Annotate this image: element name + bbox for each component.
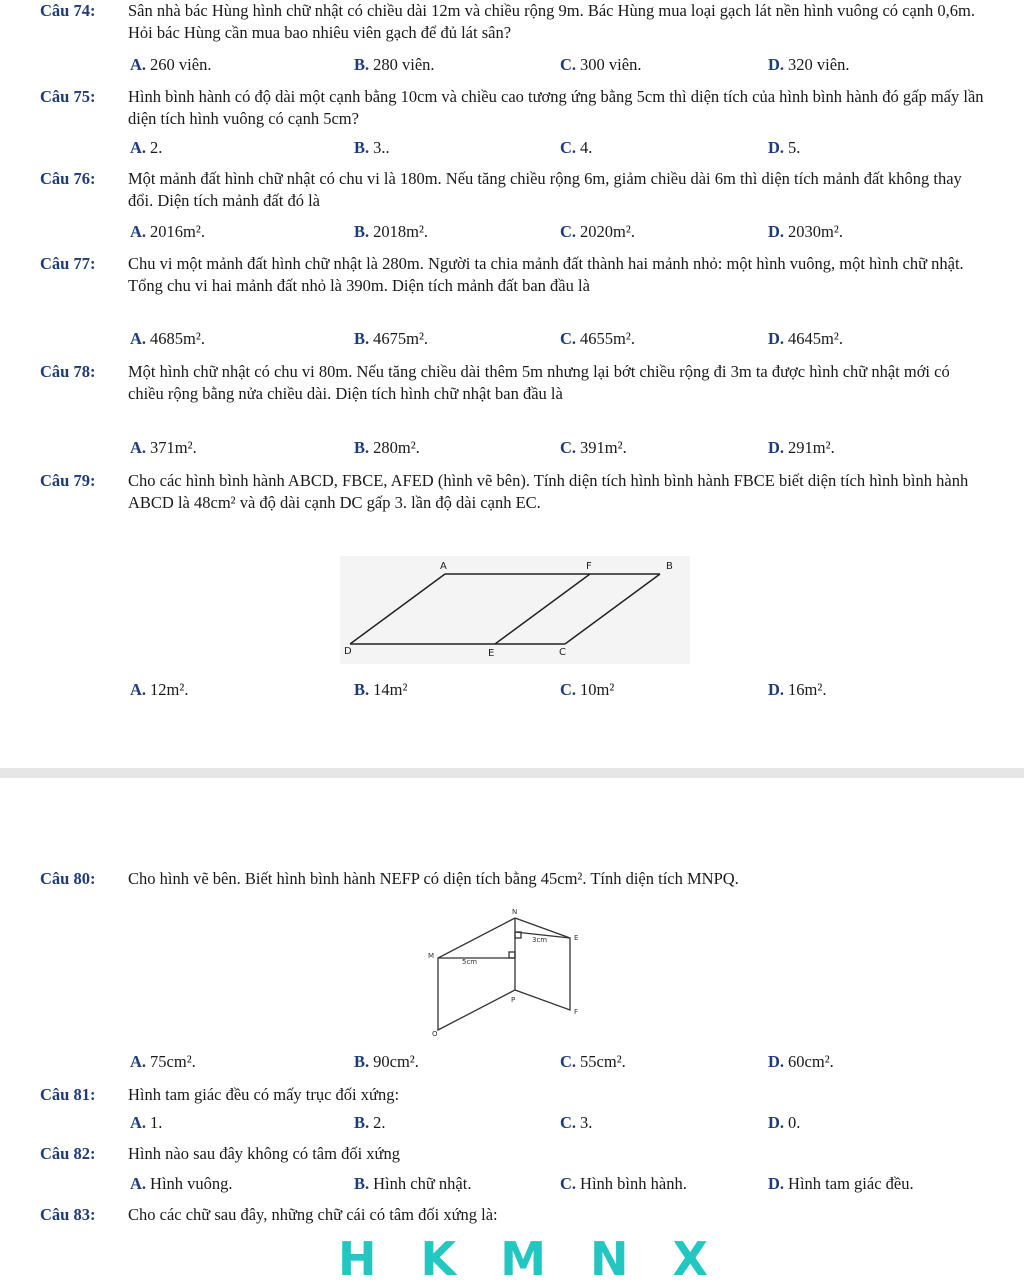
question-label: Câu 81: <box>40 1085 96 1104</box>
option-d[interactable]: D. 4645m². <box>768 329 843 348</box>
question-82 <box>40 1143 984 1165</box>
option-c[interactable]: C. Hình bình hành. <box>560 1174 687 1193</box>
option-b[interactable]: B. 2. <box>354 1113 386 1132</box>
parallelogram-nefp <box>515 918 570 1010</box>
question-text: Cho các hình bình hành ABCD, FBCE, AFED (hình vẽ bên). Tính diện tích hình bình hành FBCE biết diện tích hình bình hành ABCD là 48cm² và độ dài cạnh DC gấp 3. lần độ dài cạnh EC. <box>128 471 969 512</box>
option-d[interactable]: D. 0. <box>768 1113 801 1132</box>
question-78 <box>40 361 984 405</box>
option-a[interactable]: A. 1. <box>130 1113 163 1132</box>
options-82 <box>130 1174 984 1198</box>
parallelogram-mnpq <box>438 918 515 1030</box>
question-label: Câu 78: <box>40 362 96 381</box>
letter-k: K <box>420 1232 471 1286</box>
question-label: Câu 83: <box>40 1205 96 1224</box>
question-79 <box>40 470 984 514</box>
measure-5cm: 5cm <box>462 958 478 966</box>
question-text: Một mảnh đất hình chữ nhật có chu vi là 180m. Nếu tăng chiều rộng 6m, giảm chiều dài 6m thì diện tích mảnh đất không thay đổi. Diện tích mảnh đất đó là <box>128 169 962 210</box>
option-a[interactable]: A. 12m². <box>130 680 189 699</box>
label-c: C <box>559 647 566 658</box>
question-80 <box>40 868 984 890</box>
option-d[interactable]: D. 320 viên. <box>768 55 850 74</box>
label-d: D <box>344 646 352 657</box>
question-text: Hình nào sau đây không có tâm đối xứng <box>128 1144 400 1163</box>
option-c[interactable]: C. 391m². <box>560 438 627 457</box>
question-76 <box>40 168 984 212</box>
question-75 <box>40 86 984 130</box>
option-d[interactable]: D. 16m². <box>768 680 827 699</box>
question-77 <box>40 253 984 297</box>
option-a[interactable]: A. 2. <box>130 138 163 157</box>
question-text: Hình tam giác đều có mấy trục đối xứng: <box>128 1085 400 1104</box>
label-p: P <box>511 996 516 1004</box>
option-c[interactable]: C. 10m² <box>560 680 615 699</box>
option-d[interactable]: D. 5. <box>768 138 801 157</box>
option-c[interactable]: C. 3. <box>560 1113 593 1132</box>
option-c[interactable]: C. 4. <box>560 138 593 157</box>
question-text: Cho các chữ sau đây, những chữ cái có tâm đối xứng là: <box>128 1205 498 1224</box>
question-label: Câu 79: <box>40 471 96 490</box>
question-label: Câu 82: <box>40 1144 96 1163</box>
option-b[interactable]: B. 280m². <box>354 438 420 457</box>
letter-n: N <box>589 1232 643 1286</box>
question-label: Câu 77: <box>40 254 96 273</box>
option-d[interactable]: D. 2030m². <box>768 222 843 241</box>
question-text: Chu vi một mảnh đất hình chữ nhật là 280m. Người ta chia mảnh đất thành hai mảnh nhỏ: một hình vuông, một hình chữ nhật. Tổng chu vi hai mảnh đất nhỏ là 390m. Diện tích mảnh đất ban đầu là <box>128 254 964 295</box>
question-text: Hình bình hành có độ dài một cạnh bằng 10cm và chiều cao tương ứng bằng 5cm thì diện tích của hình bình hành đó gấp mấy lần diện tích hình vuông có cạnh 5cm? <box>128 87 984 128</box>
letter-x: X <box>672 1232 722 1286</box>
question-label: Câu 80: <box>40 869 96 888</box>
option-b[interactable]: B. Hình chữ nhật. <box>354 1174 472 1193</box>
option-a[interactable]: A. 75cm². <box>130 1052 196 1071</box>
option-a[interactable]: A. 2016m². <box>130 222 205 241</box>
page-divider <box>0 768 1024 778</box>
option-d[interactable]: D. Hình tam giác đều. <box>768 1174 914 1193</box>
option-d[interactable]: D. 60cm². <box>768 1052 834 1071</box>
measure-3cm: 3cm <box>532 936 548 944</box>
option-a[interactable]: A. 371m². <box>130 438 197 457</box>
label-f: F <box>574 1008 579 1016</box>
option-d[interactable]: D. 291m². <box>768 438 835 457</box>
question-text: Cho hình vẽ bên. Biết hình bình hành NEFP có diện tích bằng 45cm². Tính diện tích MNPQ. <box>128 869 739 888</box>
option-c[interactable]: C. 55cm². <box>560 1052 626 1071</box>
figure-80 <box>420 906 590 1036</box>
option-c[interactable]: C. 300 viên. <box>560 55 642 74</box>
symmetry-letters <box>338 1232 722 1286</box>
options-80 <box>130 1052 984 1076</box>
option-b[interactable]: B. 4675m². <box>354 329 429 348</box>
options-77 <box>130 329 984 353</box>
options-76 <box>130 222 984 246</box>
question-label: Câu 76: <box>40 169 96 188</box>
option-a[interactable]: A. Hình vuông. <box>130 1174 233 1193</box>
option-a[interactable]: A. 260 viên. <box>130 55 212 74</box>
letter-h: H <box>338 1232 391 1286</box>
option-c[interactable]: C. 2020m². <box>560 222 635 241</box>
label-q: Q <box>432 1030 438 1036</box>
label-m: M <box>428 952 435 960</box>
options-74 <box>130 55 984 79</box>
option-b[interactable]: B. 3.. <box>354 138 390 157</box>
question-text: Một hình chữ nhật có chu vi 80m. Nếu tăng chiều dài thêm 5m nhưng lại bớt chiều rộng đi 3m ta được hình chữ nhật mới có chiều rộng bằng nửa chiều dài. Diện tích hình chữ nhật ban đầu là <box>128 362 950 403</box>
question-83 <box>40 1204 984 1226</box>
option-a[interactable]: A. 4685m². <box>130 329 205 348</box>
options-79 <box>130 680 984 704</box>
label-n: N <box>512 908 518 916</box>
option-b[interactable]: B. 90cm². <box>354 1052 419 1071</box>
option-b[interactable]: B. 2018m². <box>354 222 429 241</box>
option-c[interactable]: C. 4655m². <box>560 329 635 348</box>
label-e: E <box>488 648 495 659</box>
label-b: B <box>666 561 673 572</box>
label-f: F <box>586 561 592 572</box>
question-label: Câu 75: <box>40 87 96 106</box>
options-78 <box>130 438 984 462</box>
option-b[interactable]: B. 280 viên. <box>354 55 435 74</box>
question-74 <box>40 0 984 44</box>
label-a: A <box>440 561 447 572</box>
options-81 <box>130 1113 984 1137</box>
question-81 <box>40 1084 984 1106</box>
option-b[interactable]: B. 14m² <box>354 680 408 699</box>
figure-79 <box>340 556 690 664</box>
question-label: Câu 74: <box>40 1 96 20</box>
options-75 <box>130 138 984 162</box>
question-text: Sân nhà bác Hùng hình chữ nhật có chiều dài 12m và chiều rộng 9m. Bác Hùng mua loại gạch lát nền hình vuông có cạnh 0,6m. Hỏi bác Hùng cần mua bao nhiêu viên gạch để đủ lát sân? <box>128 1 976 42</box>
label-e: E <box>574 934 579 942</box>
letter-m: M <box>500 1232 560 1286</box>
